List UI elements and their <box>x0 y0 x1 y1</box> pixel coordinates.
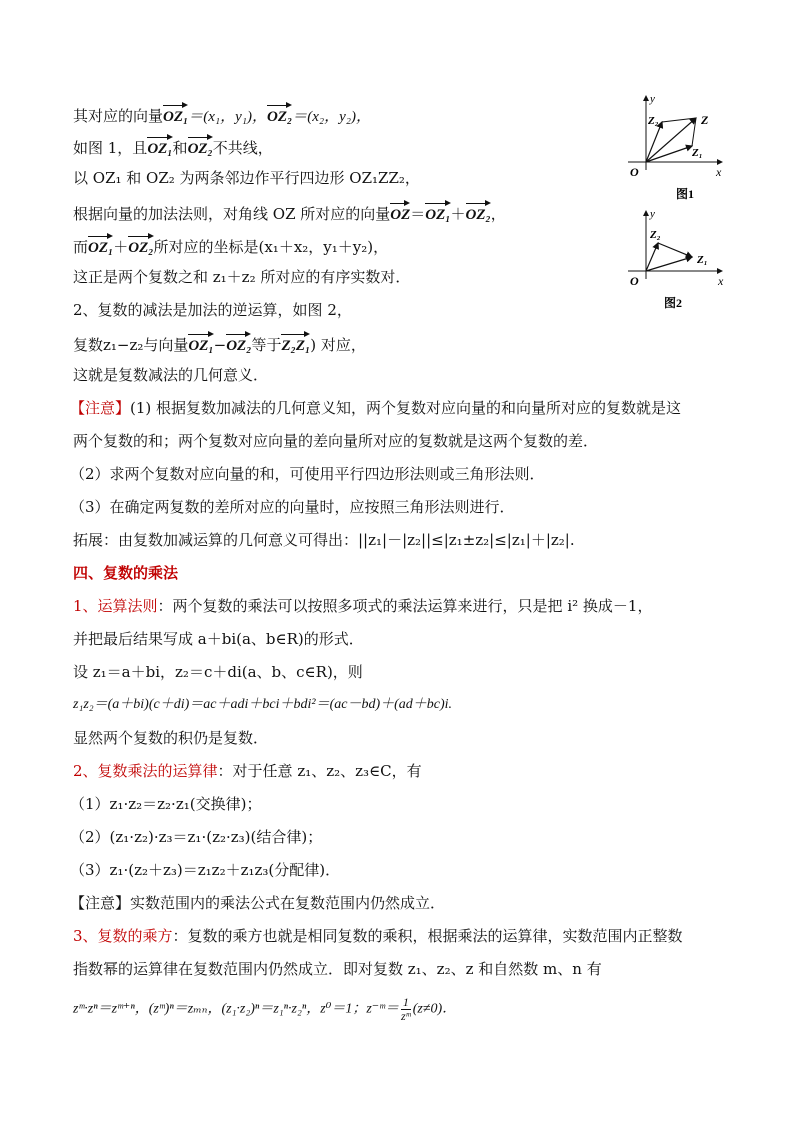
section-heading: 四、复数的乘法 <box>73 564 179 582</box>
vector-oz1: OZ₁ <box>188 332 213 356</box>
text-line-8 <box>73 332 366 356</box>
multiplication-formula: z₁z₂＝(a＋bi)(c＋di)＝ac＋adi＋bci＋bdi²＝(ac－bd)＋(ad＋bc)i. <box>73 697 453 712</box>
note-multiplication: 【注意】实数范围内的乘法公式在复数范围内仍然成立． <box>70 894 446 912</box>
rule3-line-2: 指数幂的运算律在复数范围内仍然成立．即对复数 z₁、z₂、z 和自然数 m、n 有 <box>73 960 602 978</box>
parallelogram-edge <box>662 118 696 122</box>
note-line-4: （3）在确定两复数的差所对应的向量时，应按照三角形法则进行． <box>70 498 515 516</box>
vector-oz2 <box>646 122 662 162</box>
point-label-z1: Z₁ <box>697 254 708 266</box>
fraction-denominator: zᵐ <box>401 1009 411 1023</box>
fraction <box>401 996 411 1023</box>
point-label-z2: Z₂ <box>650 229 661 241</box>
vector-oz: OZ <box>390 201 410 225</box>
vector-oz2: OZ₂ <box>128 234 153 258</box>
vector-z2z1: Z₂Z₁ <box>281 332 310 356</box>
rule1-line <box>73 596 652 616</box>
set-line: 设 z₁＝a＋bi，z₂＝c＋di(a、b、c∈R)，则 <box>73 663 363 681</box>
note-block-1 <box>70 398 681 418</box>
text: 不共线， <box>212 139 273 157</box>
rule1-line-2: 并把最后结果写成 a＋bi(a、b∈R)的形式． <box>73 630 364 648</box>
text: 而 <box>73 238 89 256</box>
vector-z2z1 <box>658 243 692 257</box>
closure-line: 显然两个复数的积仍是复数． <box>73 729 269 747</box>
vector-oz1: OZ₁ <box>147 135 172 159</box>
text: ：复数的乘方也就是相同复数的乘积，根据乘法的运算律，实数范围内正整数 <box>172 927 683 945</box>
vector-oz2: OZ₂ <box>188 135 213 159</box>
text-line-4 <box>73 201 506 225</box>
rule3-line <box>73 926 683 946</box>
axis-label-y: y <box>650 93 655 105</box>
figure-caption: 图2 <box>664 296 683 310</box>
rule-tag: 3、复数的乘方 <box>73 927 173 945</box>
vector-oz2 <box>646 243 658 271</box>
text-line-6: 这正是两个复数之和 z₁＋z₂ 所对应的有序实数对． <box>73 268 411 286</box>
axis-label-y: y <box>650 208 655 220</box>
text: ＝ <box>410 205 426 223</box>
note-tag: 【注意】 <box>70 399 131 417</box>
text: (1) 根据复数加减法的几何意义知，两个复数对应向量的和向量所对应的复数就是这 <box>130 399 682 417</box>
axis-label-x: x <box>718 274 724 288</box>
note-line-2: 两个复数的和；两个复数对应向量的差向量所对应的复数就是这两个复数的差． <box>73 432 599 450</box>
text-line-7: 2、复数的减法是加法的逆运算，如图 2， <box>73 301 352 319</box>
figure-caption: 图1 <box>676 187 695 201</box>
text: ＋ <box>450 205 466 223</box>
power-formula <box>73 996 456 1023</box>
text-line-9: 这就是复数减法的几何意义． <box>73 366 269 384</box>
axis-label-x: x <box>716 165 722 179</box>
point-label-z2: Z₂ <box>648 115 659 127</box>
fraction-numerator: 1 <box>402 995 409 1009</box>
text-line-3: 以 OZ₁ 和 OZ₂ 为两条邻边作平行四边形 OZ₁ZZ₂， <box>73 169 420 187</box>
figure-2 <box>618 205 738 315</box>
vector-oz1: OZ₁ <box>88 234 113 258</box>
rule-tag: 2、复数乘法的运算律 <box>73 762 218 780</box>
rule-tag: 1、运算法则 <box>73 597 158 615</box>
point-label-z: Z <box>701 113 709 127</box>
text: ＝(x₂，y₂)， <box>292 109 371 125</box>
rule2-line <box>73 761 422 781</box>
text: ：两个复数的乘法可以按照多项式的乘法运算来进行，只是把 i² 换成－1， <box>157 597 653 615</box>
text: ) 对应， <box>310 336 366 354</box>
text: 等于 <box>251 336 282 354</box>
text: ＝(x₁，y₁)， <box>188 109 267 125</box>
origin-label: O <box>630 165 639 179</box>
law-commutative: （1）z₁·z₂＝z₂·z₁(交换律)； <box>70 795 262 813</box>
origin-label: O <box>630 274 639 288</box>
vector-oz1: OZ₁ <box>163 103 188 127</box>
text-line-1 <box>73 103 371 127</box>
text: zᵐ·zⁿ＝zᵐ⁺ⁿ，(zᵐ)ⁿ＝zₘₙ，(z₁·z₂)ⁿ＝z₁ⁿ·z₂ⁿ，z⁰＝1；z⁻ᵐ＝ <box>73 1001 400 1017</box>
vector-oz1 <box>646 146 692 162</box>
text: 复数z₁−z₂与向量 <box>73 336 189 354</box>
vector-oz2: OZ₂ <box>466 201 491 225</box>
text: − <box>213 336 227 354</box>
text: (z≠0)． <box>412 1001 457 1017</box>
point-label-z1: Z₁ <box>692 147 703 159</box>
text: ， <box>490 205 506 223</box>
text-line-2 <box>73 135 273 159</box>
vector-oz2: OZ₂ <box>267 103 292 127</box>
text: 如图 1，且 <box>73 139 148 157</box>
text: 其对应的向量 <box>73 107 164 125</box>
law-distributive: （3）z₁·(z₂＋z₃)＝z₁z₂＋z₁z₃(分配律)． <box>70 861 341 879</box>
note-line-3: （2）求两个复数对应向量的和，可使用平行四边形法则或三角形法则． <box>70 465 545 483</box>
text: ＋ <box>113 238 129 256</box>
vector-oz2: OZ₂ <box>226 332 251 356</box>
text-line-5 <box>73 234 388 258</box>
extension-line: 拓展：由复数加减运算的几何意义可得出：||z₁|－|z₂||≤|z₁±z₂|≤|z₁|＋|z₂|. <box>73 531 575 549</box>
text: 所对应的坐标是(x₁＋x₂，y₁＋y₂)， <box>153 238 389 256</box>
text: 根据向量的加法法则，对角线 OZ 所对应的向量 <box>73 205 391 223</box>
vector-oz1 <box>646 257 692 271</box>
text: ：对于任意 z₁、z₂、z₃∈C，有 <box>217 762 422 780</box>
text: 和 <box>172 139 188 157</box>
figure-1 <box>618 90 738 205</box>
law-associative: （2）(z₁·z₂)·z₃＝z₁·(z₂·z₃)(结合律)； <box>70 828 323 846</box>
parallelogram-edge <box>692 118 696 146</box>
vector-oz1: OZ₁ <box>425 201 450 225</box>
